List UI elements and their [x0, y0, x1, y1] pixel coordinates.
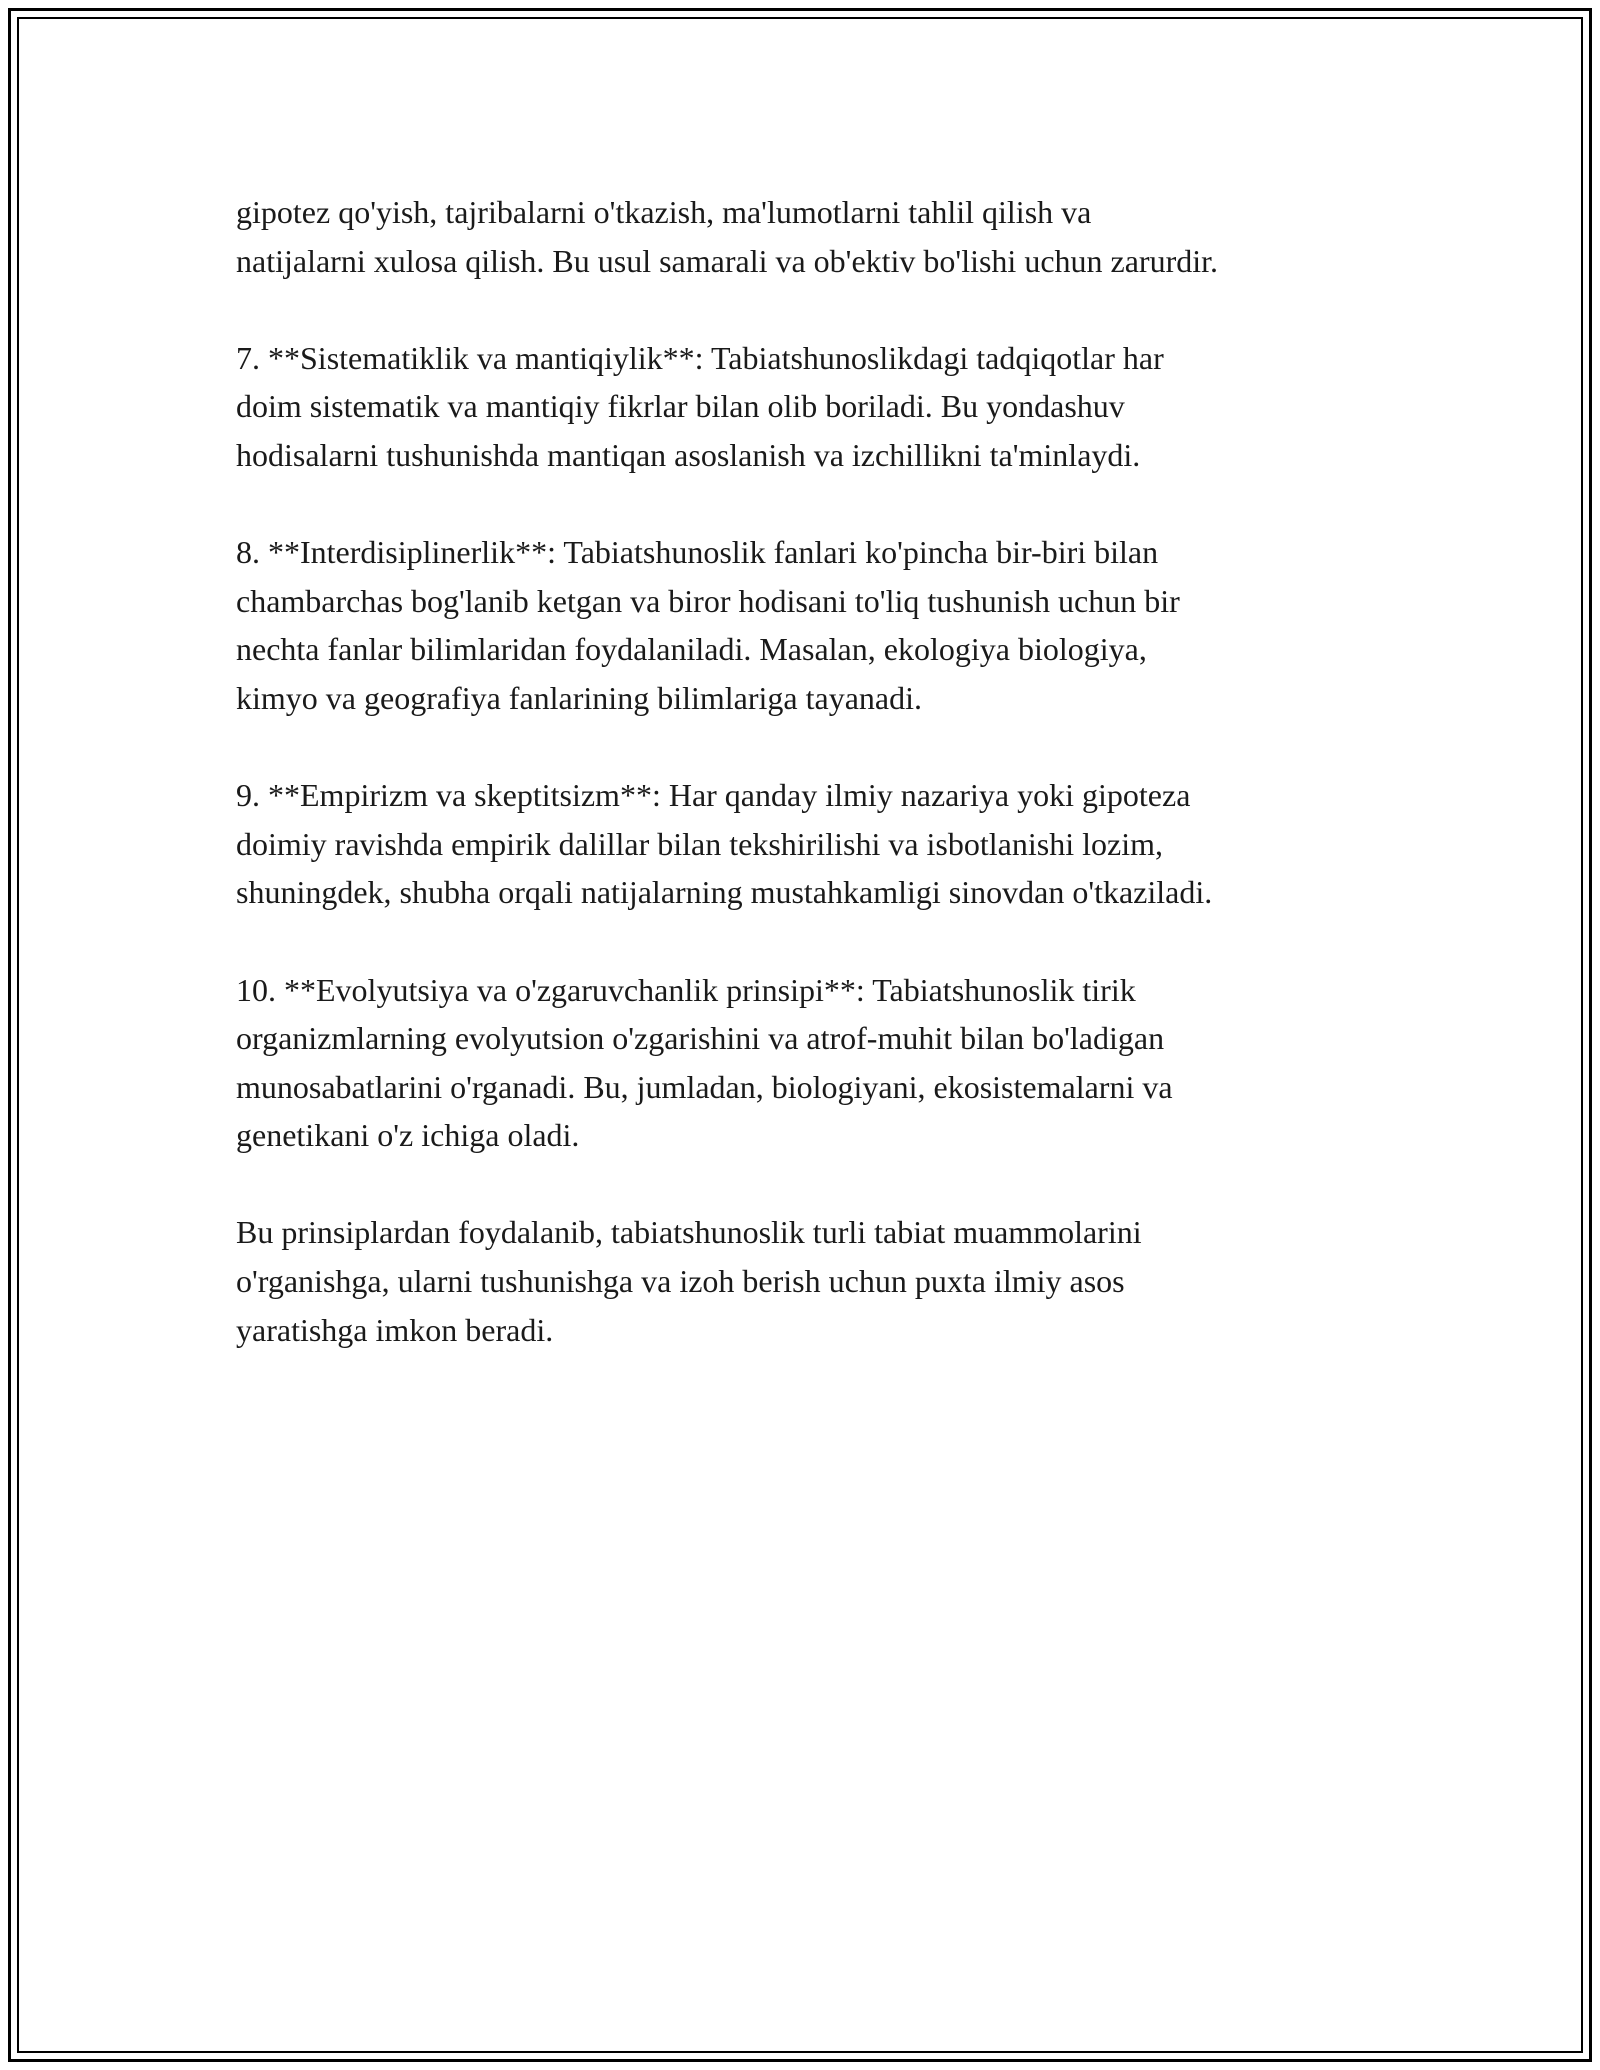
paragraph-methods-continuation: [236, 188, 1416, 285]
document-body: [236, 188, 1416, 1403]
text-line: munosabatlarini o'rganadi. Bu, jumladan, biologiyani, ekosistemalarni va: [236, 1068, 1173, 1105]
text-line: o'rganishga, ularni tushunishga va izoh berish uchun puxta ilmiy asos: [236, 1263, 1125, 1300]
text-line: 7. **Sistematiklik va mantiqiylik**: Tabiatshunoslikdagi tadqiqotlar har: [236, 339, 1164, 376]
text-line: doim sistematik va mantiqiy fikrlar bilan olib boriladi. Bu yondashuv: [236, 388, 1125, 425]
paragraph-conclusion: [236, 1208, 1416, 1354]
text-line: yaratishga imkon beradi.: [236, 1311, 554, 1348]
text-line: organizmlarning evolyutsion o'zgarishini va atrof-muhit bilan bo'ladigan: [236, 1020, 1165, 1057]
paragraph-item-10: [236, 966, 1416, 1160]
text-line: Bu prinsiplardan foydalanib, tabiatshunoslik turli tabiat muammolarini: [236, 1214, 1142, 1251]
text-line: 10. **Evolyutsiya va o'zgaruvchanlik prinsipi**: Tabiatshunoslik tirik: [236, 971, 1136, 1008]
paragraph-item-7: [236, 334, 1416, 480]
text-line: gipotez qo'yish, tajribalarni o'tkazish, ma'lumotlarni tahlil qilish va: [236, 194, 1092, 230]
text-line: chambarchas bog'lanib ketgan va biror hodisani to'liq tushunish uchun bir: [236, 582, 1180, 619]
text-line: 9. **Empirizm va skeptitsizm**: Har qanday ilmiy nazariya yoki gipoteza: [236, 777, 1191, 814]
paragraph-item-9: [236, 771, 1416, 917]
text-line: 8. **Interdisiplinerlik**: Tabiatshunoslik fanlari ko'pincha bir-biri bilan: [236, 534, 1159, 571]
paragraph-item-8: [236, 528, 1416, 722]
text-line: natijalarni xulosa qilish. Bu usul samarali va ob'ektiv bo'lishi uchun zarurdir.: [236, 242, 1219, 279]
text-line: doimiy ravishda empirik dalillar bilan tekshirilishi va isbotlanishi lozim,: [236, 825, 1163, 862]
text-line: genetikani o'z ichiga oladi.: [236, 1117, 580, 1154]
text-line: shuningdek, shubha orqali natijalarning mustahkamligi sinovdan o'tkaziladi.: [236, 874, 1213, 911]
text-line: nechta fanlar bilimlaridan foydalaniladi. Masalan, ekologiya biologiya,: [236, 631, 1147, 668]
text-line: kimyo va geografiya fanlarining bilimlariga tayanadi.: [236, 679, 922, 716]
text-line: hodisalarni tushunishda mantiqan asoslanish va izchillikni ta'minlaydi.: [236, 436, 1141, 473]
